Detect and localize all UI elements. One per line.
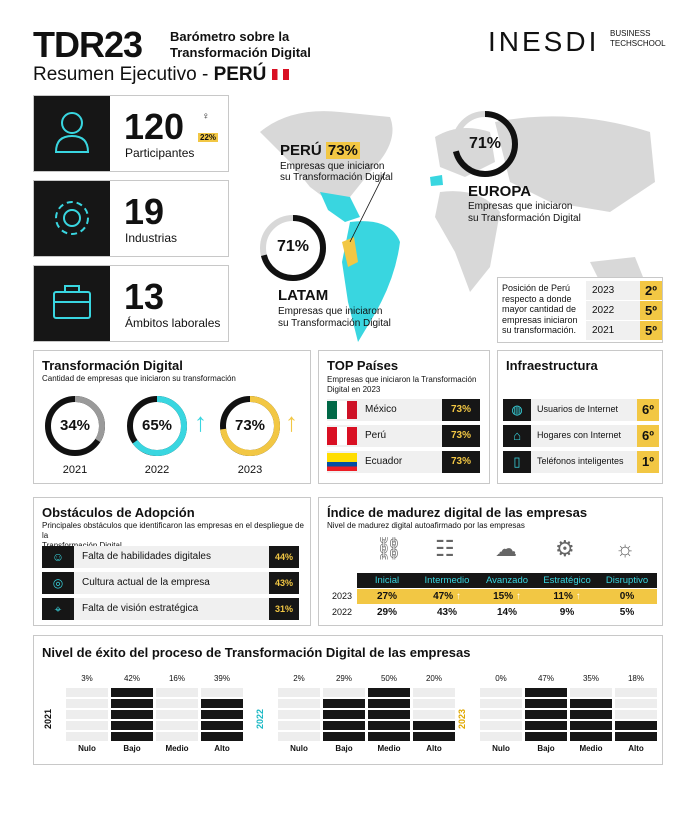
stat-ambitos (33, 265, 229, 342)
madurez-row-2022 (327, 605, 657, 620)
smartphone-icon: ▯ (503, 451, 531, 473)
exito-bar-segment (368, 710, 410, 719)
country-name: Ecuador (365, 456, 403, 467)
ranking-row (586, 321, 662, 340)
spain-shape (430, 175, 443, 186)
exito-bar-segment (570, 688, 612, 697)
exito-bar-segment (278, 710, 320, 719)
exito-bar-segment (278, 699, 320, 708)
ranking-pos: 5º (640, 321, 662, 340)
infra-pos: 1º (637, 451, 659, 473)
exito-bar-segment (201, 721, 243, 730)
strategy-icon: ⌖ (42, 598, 74, 620)
europa-text-1: Empresas que iniciaron (468, 201, 573, 212)
exito-bar-segment (525, 688, 567, 697)
exito-value: 16% (168, 674, 185, 683)
exito-bar-segment (368, 688, 410, 697)
person-icon (34, 96, 110, 171)
infra-label: Hogares con Internet (537, 430, 622, 440)
madurez-value: 29% (376, 607, 397, 618)
shield-gear-icon: ⚙ (555, 536, 575, 561)
arrow-up-icon: ↑ (575, 591, 581, 602)
exito-bar-segment (525, 721, 567, 730)
exito-bar-segment (368, 732, 410, 741)
obstacle-pct: 44% (269, 546, 299, 568)
transformacion-title: Transformación Digital (42, 358, 183, 373)
donut-year: 2022 (144, 464, 170, 476)
exito-category: Nulo (492, 744, 510, 753)
top-paises-subtitle-2: Digital en 2023 (327, 385, 381, 394)
stat-industrias (33, 180, 229, 257)
exito-bar-segment (201, 710, 243, 719)
madurez-value: 15% ↑ (493, 591, 521, 602)
madurez-title: Índice de madurez digital de las empresas (327, 505, 588, 520)
exito-bar-segment (66, 699, 108, 708)
country-pct: 73% (442, 451, 480, 473)
obstacle-label: Cultura actual de la empresa (82, 577, 210, 588)
exito-bar-segment (615, 732, 657, 741)
madurez-value: 9% (559, 607, 575, 618)
peru-text-2: su Transformación Digital (280, 172, 393, 183)
exito-bar-segment (66, 721, 108, 730)
exito-category: Alto (214, 744, 230, 753)
donut-pct: 34% (59, 417, 91, 434)
exito-bar-segment (323, 699, 365, 708)
donut-pct: 73% (234, 417, 266, 434)
exito-category: Alto (628, 744, 644, 753)
madurez-value: 43% (436, 607, 457, 618)
top-paises-panel (318, 350, 490, 484)
exito-bar-segment (368, 699, 410, 708)
stat-icon-box (34, 181, 110, 256)
ranking-pos: 5º (640, 301, 662, 320)
top-paises-subtitle (327, 375, 476, 395)
exito-category: Medio (165, 744, 189, 753)
madurez-value: 47% ↑ (433, 591, 461, 602)
exito-bar-segment (570, 710, 612, 719)
exito-bar-segment (323, 721, 365, 730)
stat-label: Ámbitos laborales (125, 316, 221, 330)
peru-pct: 73% (327, 142, 358, 159)
ranking-text-line: su transformación. (502, 325, 577, 335)
latam-title: LATAM (278, 287, 329, 304)
nivel-exito-panel (33, 635, 663, 765)
stat-value: 120 (124, 106, 185, 147)
exito-bar-segment (111, 721, 153, 730)
report-code: TDR23 (33, 24, 143, 65)
exito-bar-segment (368, 721, 410, 730)
exito-value: 20% (425, 674, 442, 683)
europa-text-2: su Transformación Digital (468, 213, 581, 224)
obstacle-label: Falta de habilidades digitales (82, 551, 211, 562)
exito-bar-segment (201, 732, 243, 741)
madurez-value: 5% (619, 607, 635, 618)
donut-pct: 65% (141, 417, 173, 434)
level-header-row (357, 573, 657, 588)
exito-bar-segment (323, 710, 365, 719)
country-name: PERÚ (213, 64, 267, 85)
country-pct: 73% (442, 399, 480, 421)
exito-bar-segment (615, 688, 657, 697)
latam-pct: 71% (276, 238, 310, 255)
donut-year: 2023 (237, 464, 263, 476)
madurez-subtitle: Nivel de madurez digital autoafirmado por las empresas (327, 521, 525, 530)
infra-pos: 6º (637, 425, 659, 447)
exito-bar-segment (480, 710, 522, 719)
country-row (327, 399, 480, 421)
exito-bar-segment (570, 721, 612, 730)
exito-bar-segment (570, 732, 612, 741)
exito-value: 50% (380, 674, 397, 683)
obstaculos-title: Obstáculos de Adopción (42, 505, 195, 520)
ranking-text-line: empresas iniciaron (502, 314, 578, 325)
country-name: Perú (365, 430, 387, 441)
culture-icon: ◎ (42, 572, 74, 594)
madurez-value: 14% (496, 607, 517, 618)
exito-panel-2021 (44, 674, 234, 758)
subtitle-line-1: Barómetro sobre la (170, 29, 290, 44)
brand-sub-2: TECHSCHOOL (610, 39, 666, 48)
link-icon: ⛓ (375, 536, 403, 561)
exito-bar-segment (278, 732, 320, 741)
country-row (327, 425, 480, 447)
ranking-text-line: mayor cantidad de (502, 304, 577, 314)
exito-bar-segment (525, 710, 567, 719)
peru-callout (280, 142, 393, 183)
madurez-value: 27% (376, 591, 397, 602)
exito-value: 35% (582, 674, 599, 683)
subtitle-line-2: Transformación Digital (170, 45, 311, 60)
stat-value: 19 (124, 191, 165, 232)
exito-bar-segment (413, 688, 455, 697)
exito-category: Medio (579, 744, 603, 753)
obstacle-label: Falta de visión estratégica (82, 603, 199, 614)
ranking-year: 2023 (592, 285, 615, 296)
level-avanzado: Avanzado (485, 575, 529, 586)
brand-subtitle (610, 29, 666, 49)
exito-bar-segment (615, 710, 657, 719)
peru-flag-icon (327, 427, 357, 445)
level-intermedio: Intermedio (424, 575, 470, 586)
exito-bar-segment (111, 699, 153, 708)
exito-category: Medio (377, 744, 401, 753)
panel-year: 2023 (457, 708, 468, 730)
level-inicial: Inicial (374, 575, 400, 586)
arrow-up-icon: ↑ (285, 407, 298, 437)
arrow-up-icon: ↑ (515, 591, 521, 602)
report-type-label: Resumen Ejecutivo - (33, 64, 209, 85)
exito-bar-segment (480, 699, 522, 708)
level-disruptivo: Disruptivo (605, 575, 649, 586)
exito-category: Bajo (537, 744, 555, 753)
europa-title: EUROPA (468, 183, 532, 200)
exito-category: Nulo (78, 744, 96, 753)
exito-bar-segment (413, 710, 455, 719)
exito-bar-segment (480, 688, 522, 697)
ranking-text-line: Posición de Perú (502, 283, 571, 293)
transformacion-subtitle: Cantidad de empresas que iniciaron su transformación (42, 374, 236, 383)
country-pct: 73% (442, 425, 480, 447)
exito-bar-segment (570, 699, 612, 708)
exito-bar-segment (156, 688, 198, 697)
obstaculos-subtitle-1: Principales obstáculos que identificaron las empresas en el despliegue de la (42, 521, 304, 540)
exito-panel-2022 (256, 674, 446, 758)
stat-label: Participantes (125, 146, 195, 160)
infra-label: Usuarios de Internet (537, 404, 619, 414)
infra-title: Infraestructura (506, 358, 598, 373)
worker-icon: ☺ (42, 546, 74, 568)
exito-value: 39% (213, 674, 230, 683)
exito-bar-segment (66, 732, 108, 741)
exito-bar-segment (323, 688, 365, 697)
country-name: México (365, 404, 397, 415)
exito-value: 2% (293, 674, 305, 683)
female-pct: 22% (200, 133, 217, 142)
report-type (33, 64, 266, 86)
report-subtitle (170, 29, 311, 61)
exito-category: Bajo (123, 744, 141, 753)
exito-value: 18% (627, 674, 644, 683)
ranking-text-line: respecto a donde (502, 293, 572, 304)
exito-bar-segment (615, 699, 657, 708)
exito-category: Bajo (335, 744, 353, 753)
latam-text-2: su Transformación Digital (278, 318, 391, 329)
infra-row (503, 399, 659, 421)
level-estrategico: Estratégico (543, 575, 591, 586)
ecuador-flag-icon (327, 453, 357, 471)
arrow-up-icon: ↑ (194, 407, 207, 437)
exito-category: Nulo (290, 744, 308, 753)
ranking-row (586, 301, 662, 320)
panel-year: 2022 (255, 708, 266, 730)
row-year: 2022 (331, 607, 353, 617)
exito-bar-segment (156, 721, 198, 730)
exito-value: 3% (81, 674, 93, 683)
exito-bar-segment (278, 688, 320, 697)
briefcase-icon (34, 266, 110, 341)
exito-bar-segment (111, 710, 153, 719)
stat-icon-box (34, 266, 110, 341)
globe-icon: ◍ (503, 399, 531, 421)
exito-bar-segment (323, 732, 365, 741)
obstacle-pct: 31% (269, 598, 299, 620)
obstacle-row (42, 598, 299, 620)
row-year: 2023 (327, 589, 357, 604)
exito-category: Alto (426, 744, 442, 753)
peru-text-1: Empresas que iniciaron (280, 161, 385, 172)
ranking-text (502, 283, 578, 336)
madurez-value: 0% (619, 591, 635, 602)
exito-value: 29% (335, 674, 352, 683)
exito-bar-segment (413, 699, 455, 708)
exito-bar-segment (201, 688, 243, 697)
nivel-exito-title: Nivel de éxito del proceso de Transformación Digital de las empresas (42, 645, 471, 660)
exito-bar-segment (525, 699, 567, 708)
exito-bar-segment (480, 732, 522, 741)
madurez-panel (318, 497, 663, 626)
exito-bar-segment (156, 732, 198, 741)
arrow-up-icon: ↑ (455, 591, 461, 602)
exito-bar-segment (615, 721, 657, 730)
obstacle-pct: 43% (269, 572, 299, 594)
infra-row (503, 451, 659, 473)
exito-bar-segment (413, 732, 455, 741)
brand-logo: INESDI (488, 26, 600, 57)
exito-bar-segment (201, 699, 243, 708)
exito-bar-segment (111, 732, 153, 741)
female-icon: ♀ (202, 111, 210, 122)
obstacle-row (42, 572, 299, 594)
latam-text-1: Empresas que iniciaron (278, 306, 383, 317)
donut-year: 2021 (62, 464, 88, 476)
exito-bar-segment (480, 721, 522, 730)
exito-bar-segment (156, 699, 198, 708)
top-paises-subtitle-1: Empresas que iniciaron la Transformación (327, 375, 477, 384)
top-paises-title: TOP Países (327, 358, 399, 373)
ranking-row (586, 281, 662, 300)
home-wifi-icon: ⌂ (503, 425, 531, 447)
madurez-value: 11% ↑ (553, 591, 581, 602)
obstacle-row (42, 546, 299, 568)
panel-year: 2021 (43, 708, 54, 730)
stat-label: Industrias (125, 231, 178, 245)
peru-title: PERÚ (280, 142, 322, 159)
europa-pct: 71% (468, 135, 502, 152)
infraestructura-panel (497, 350, 663, 484)
ranking-pos: 2º (640, 281, 662, 300)
stat-participantes (33, 95, 229, 172)
exito-bar-segment (66, 710, 108, 719)
madurez-row-2023 (327, 589, 657, 604)
exito-bar-segment (66, 688, 108, 697)
stat-value: 13 (124, 276, 165, 317)
infra-pos: 6º (637, 399, 659, 421)
exito-value: 42% (123, 674, 140, 683)
exito-bar-segment (156, 710, 198, 719)
brand-sub-1: BUSINESS (610, 29, 651, 38)
exito-value: 0% (495, 674, 507, 683)
infra-label: Teléfonos inteligentes (537, 456, 624, 466)
team-icon: ☷ (435, 536, 455, 561)
exito-bar-segment (111, 688, 153, 697)
country-row (327, 451, 480, 473)
mexico-flag-icon (327, 401, 357, 419)
infra-row (503, 425, 659, 447)
stat-icon-box (34, 96, 110, 171)
ranking-year: 2021 (592, 325, 615, 336)
transformacion-panel (33, 350, 311, 484)
gear-icon (34, 181, 110, 256)
lightbulb-icon: ☼ (615, 536, 636, 561)
exito-bar-segment (413, 721, 455, 730)
peru-flag-icon (272, 69, 289, 80)
exito-bar-segment (525, 732, 567, 741)
ranking-box (497, 277, 663, 343)
obstaculos-panel (33, 497, 311, 626)
exito-value: 47% (537, 674, 554, 683)
exito-bar-segment (278, 721, 320, 730)
ranking-year: 2022 (592, 305, 615, 316)
exito-panel-2023 (458, 674, 648, 758)
cloud-icon: ☁ (495, 536, 517, 561)
